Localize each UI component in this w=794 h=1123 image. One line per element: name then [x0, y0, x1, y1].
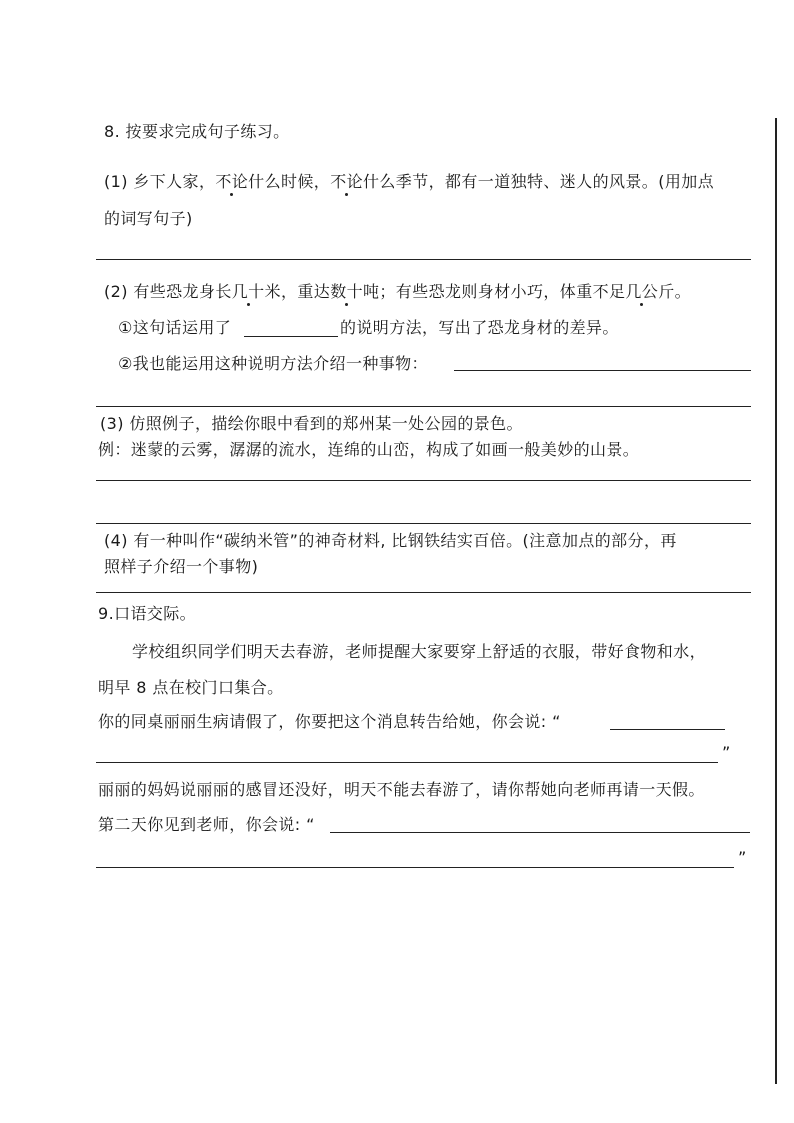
answer-line-q8-3a[interactable] [96, 480, 751, 481]
q8-title: 8. 按要求完成句子练习。 [104, 122, 290, 141]
q8-p1-text-c: 什么季节，都有一道独特、迷人的风景。(用加点 [363, 172, 715, 191]
dotted-word-1: 不论 [215, 172, 249, 191]
answer-line-q8-3b[interactable] [96, 523, 751, 524]
blank-method-field[interactable] [244, 336, 338, 337]
q8-p1-line2: 的词写句子) [104, 209, 193, 228]
dotted-word-3: 几十 [231, 282, 265, 301]
closing-quote-1: ” [722, 743, 731, 762]
dotted-word-4: 数十 [330, 282, 363, 301]
answer-line-q9-1b[interactable] [96, 762, 718, 763]
dotted-word-5: 几公 [625, 282, 659, 301]
q8-p1-text-a: (1) 乡下人家， [104, 172, 216, 191]
q8-p1-line1 [104, 172, 714, 192]
q8-p2-line1 [104, 282, 691, 302]
q9-ask2: 第二天你见到老师，你会说: “ [98, 815, 315, 834]
dotted-word-2: 不论 [330, 172, 363, 191]
answer-line-q8-4[interactable] [96, 592, 751, 593]
q9-title: 9.口语交际。 [98, 604, 197, 623]
q8-p1-text-b: 什么时候， [248, 172, 331, 191]
q9-para1: 学校组织同学们明天去春游，老师提醒大家要穿上舒适的衣服，带好食物和水， [132, 642, 707, 661]
page-margin-rule [775, 118, 777, 1084]
q9-para3: 丽丽的妈妈说丽丽的感冒还没好，明天不能去春游了，请你帮她向老师再请一天假。 [98, 780, 705, 799]
q9-para2: 明早 8 点在校门口集合。 [98, 678, 284, 697]
q8-p4-line2: 照样子介绍一个事物) [104, 557, 259, 576]
answer-line-q9-2b[interactable] [96, 867, 734, 868]
answer-line-q9-2a[interactable] [330, 832, 750, 833]
q8-p2-sub1-prefix: ①这句话运用了 [118, 318, 232, 337]
q9-ask1: 你的同桌丽丽生病请假了，你要把这个消息转告给她，你会说: “ [98, 712, 561, 731]
q8-p2-text-c: 吨；有些恐龙则身材小巧，体重不足 [363, 282, 626, 301]
q8-p2-text-a: (2) 有些恐龙身长 [104, 282, 232, 301]
answer-line-q8-2b[interactable] [96, 406, 751, 407]
q8-p4-line1: (4) 有一种叫作“碳纳米管”的神奇材料, 比钢铁结实百倍。(注意加点的部分，再 [104, 531, 677, 550]
closing-quote-2: ” [738, 848, 747, 867]
q8-p2-text-b: 米，重达 [264, 282, 331, 301]
q8-p2-sub2: ②我也能运用这种说明方法介绍一种事物： [118, 354, 428, 373]
q8-p3-example: 例：迷蒙的云雾，潺潺的流水，连绵的山峦，构成了如画一般美妙的山景。 [98, 440, 640, 459]
q8-p3-label: (3) 仿照例子，描绘你眼中看到的郑州某一处公园的景色。 [100, 414, 523, 433]
answer-line-q8-1[interactable] [96, 259, 751, 260]
answer-line-q9-1a[interactable] [610, 729, 725, 730]
answer-line-q8-2a[interactable] [454, 370, 751, 371]
q8-p2-text-d: 斤。 [658, 282, 692, 301]
q8-p2-sub1-suffix: 的说明方法，写出了恐龙身材的差异。 [340, 318, 619, 337]
